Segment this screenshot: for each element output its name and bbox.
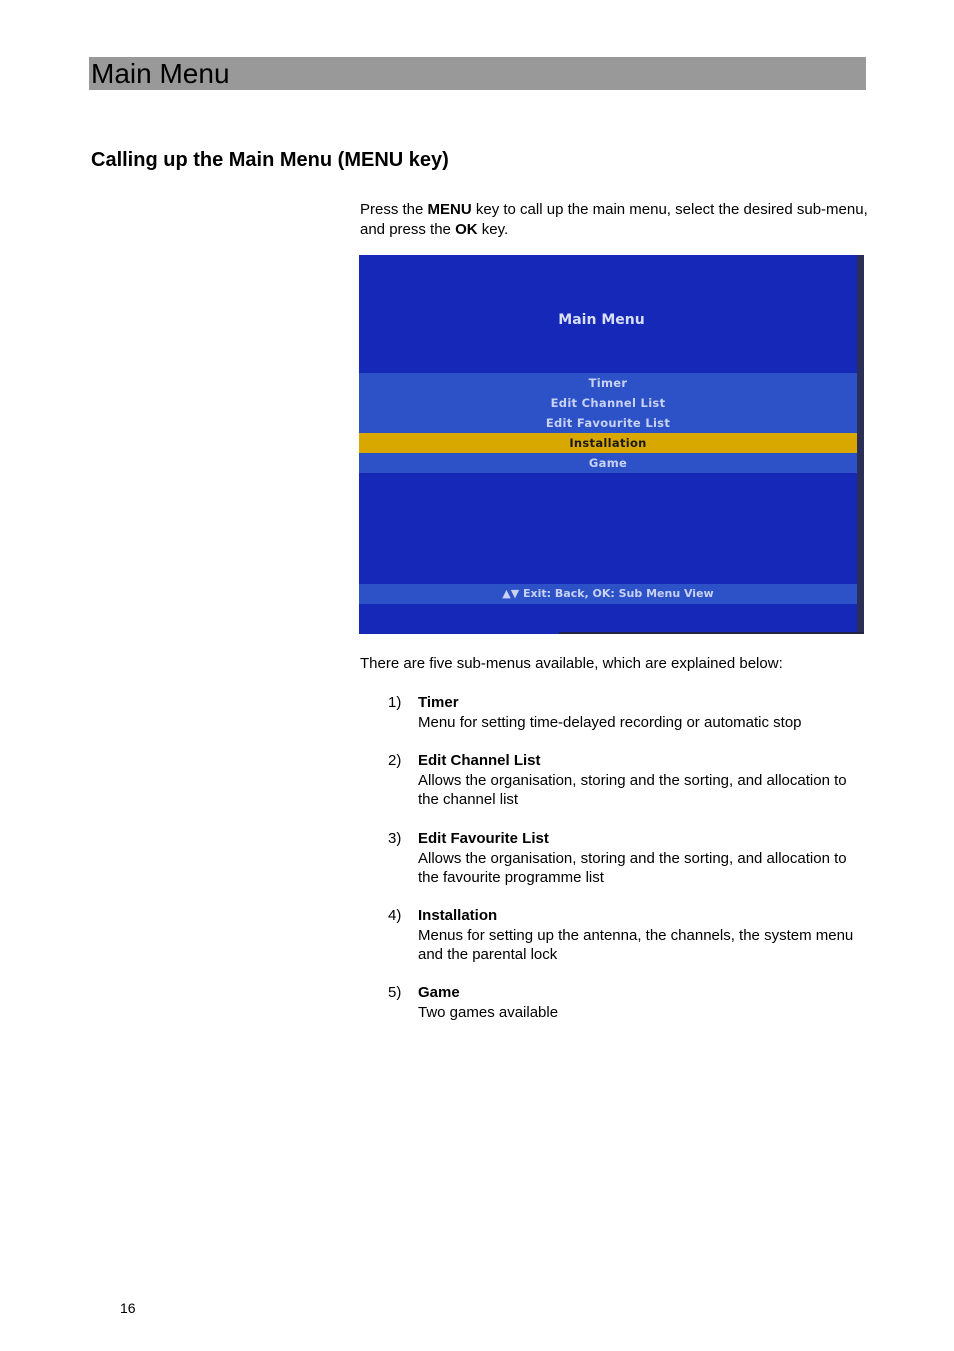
osd-menu-item-game[interactable]: Game	[359, 453, 857, 473]
ok-key-label: OK	[455, 221, 478, 238]
list-item-number: 2)	[388, 752, 402, 769]
osd-menu-list	[359, 373, 857, 473]
list-item	[388, 829, 868, 906]
list-item-name: Installation	[418, 907, 498, 924]
section-heading: Calling up the Main Menu (MENU key)	[91, 149, 449, 171]
list-item-number: 3)	[388, 830, 402, 847]
list-item	[388, 906, 868, 983]
list-item-number: 1)	[388, 694, 402, 711]
submenu-list	[388, 693, 868, 1022]
list-item-number: 4)	[388, 907, 402, 924]
osd-menu-item-edit-channel-list[interactable]: Edit Channel List	[359, 393, 857, 413]
list-item	[388, 983, 868, 1022]
osd-menu-item-edit-favourite-list[interactable]: Edit Favourite List	[359, 413, 857, 433]
list-item-name: Edit Favourite List	[418, 830, 549, 847]
page-number: 16	[120, 1300, 136, 1316]
list-item-description: Allows the organisation, storing and the sorting, and allocation to the favourite programme list	[418, 849, 847, 886]
screen-bottom-edge	[559, 632, 864, 634]
list-item-name: Timer	[418, 694, 459, 711]
list-item	[388, 693, 868, 751]
page-title-bar	[89, 57, 866, 90]
list-item-name: Edit Channel List	[418, 752, 541, 769]
tv-screenshot	[359, 255, 864, 634]
osd-menu-item-timer[interactable]: Timer	[359, 373, 857, 393]
list-item-name: Game	[418, 984, 460, 1001]
screen-edge	[857, 255, 864, 634]
list-item-description: Menus for setting up the antenna, the channels, the system menu and the parental lock	[418, 926, 854, 963]
list-item-description: Allows the organisation, storing and the sorting, and allocation to the channel list	[418, 771, 847, 808]
list-item	[388, 751, 868, 829]
intro-text-2: key to call up the main menu, select the desired sub-menu, and press the	[360, 201, 868, 238]
intro-paragraph	[360, 200, 870, 240]
submenu-intro: There are five sub-menus available, which are explained below:	[360, 655, 783, 672]
osd-help-bar: ▲▼ Exit: Back, OK: Sub Menu View	[359, 584, 857, 604]
intro-text-1: Press the	[360, 201, 428, 218]
menu-key-label: MENU	[427, 201, 472, 218]
list-item-description: Menu for setting time-delayed recording or automatic stop	[418, 713, 802, 731]
intro-text-3: key.	[477, 221, 509, 238]
page-title: Main Menu	[91, 58, 230, 89]
osd-title: Main Menu	[558, 312, 645, 328]
list-item-number: 5)	[388, 984, 402, 1001]
osd-menu-item-installation[interactable]: Installation	[359, 433, 857, 453]
list-item-description: Two games available	[418, 1003, 559, 1021]
